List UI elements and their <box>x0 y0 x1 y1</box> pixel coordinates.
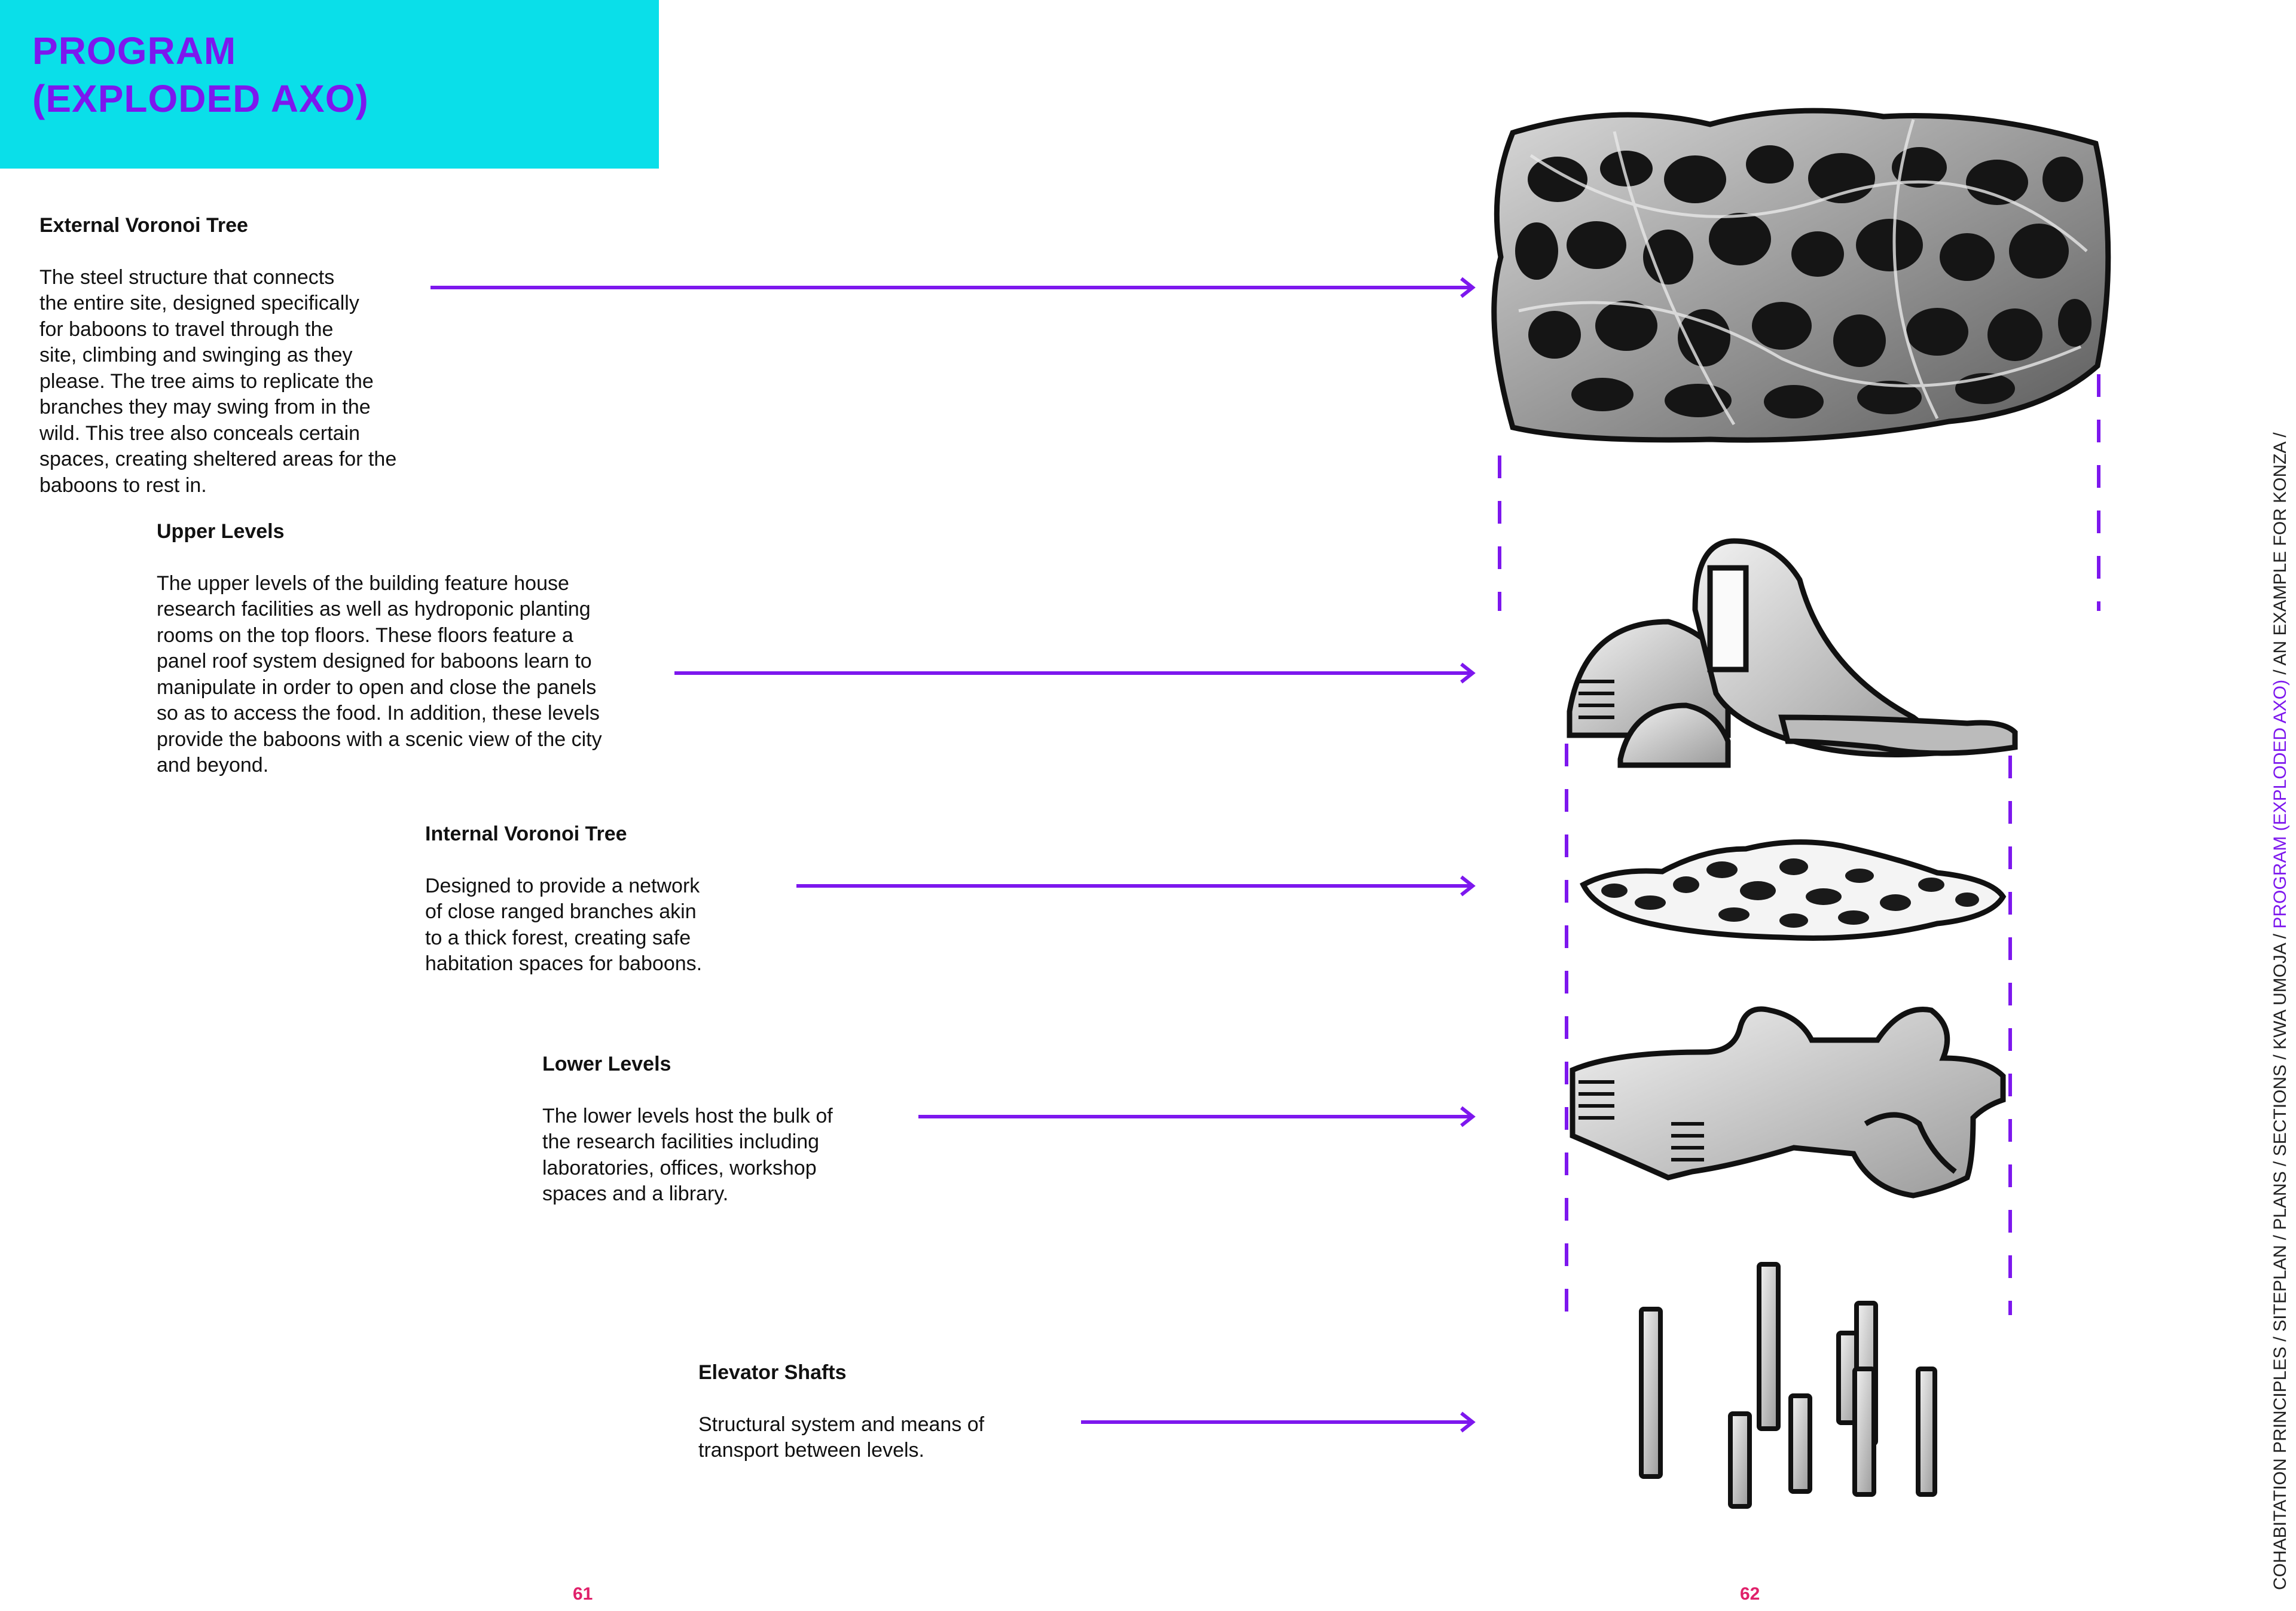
body-line: provide the baboons with a scenic view of the city <box>157 727 602 751</box>
body-line: research facilities as well as hydroponic planting <box>157 598 591 620</box>
body-line: The steel structure that connects <box>39 265 335 289</box>
body-line: rooms on the top floors. These floors feature a <box>157 623 573 647</box>
section-heading: Internal Voronoi Tree <box>425 823 627 845</box>
lower-levels-illustration <box>1573 1009 2003 1196</box>
body-line: habitation spaces for baboons. <box>425 952 703 975</box>
body-line: panel roof system designed for baboons learn to <box>157 650 592 672</box>
body-line: Structural system and means of <box>698 1413 985 1436</box>
body-line: The upper levels of the building feature house <box>157 571 569 595</box>
page-title-line-1: PROGRAM <box>32 29 237 72</box>
section-heading: Lower Levels <box>542 1053 671 1075</box>
breadcrumb <box>2270 432 2291 1590</box>
body-line: The lower levels host the bulk of <box>542 1104 833 1127</box>
external-voronoi-tree-illustration <box>1494 111 2108 440</box>
body-line: for baboons to travel through the <box>39 317 334 341</box>
body-line: spaces and a library. <box>542 1182 729 1205</box>
body-line: spaces, creating sheltered areas for the <box>39 448 397 470</box>
page-title-line-2: (EXPLODED AXO) <box>32 77 369 120</box>
elevator-shafts-illustration <box>1641 1264 1935 1506</box>
body-line: laboratories, offices, workshop <box>542 1156 817 1179</box>
body-line: to a thick forest, creating safe <box>425 926 691 949</box>
body-line: baboons to rest in. <box>39 473 207 497</box>
body-line: please. The tree aims to replicate the <box>39 369 374 393</box>
body-line: transport between levels. <box>698 1439 924 1462</box>
page-number-left: 61 <box>573 1584 593 1604</box>
internal-voronoi-tree-illustration <box>1583 842 2003 939</box>
breadcrumb-current: PROGRAM (EXPLODED AXO) <box>2270 679 2290 929</box>
body-line: of close ranged branches akin <box>425 900 697 923</box>
body-line: so as to access the food. In addition, these levels <box>157 702 600 725</box>
body-line: wild. This tree also conceals certain <box>39 421 361 445</box>
section-heading: Upper Levels <box>157 520 285 543</box>
breadcrumb-before: COHABITATION PRINCIPLES / SITEPLAN / PLANS / SECTIONS / KWA UMOJA / <box>2270 928 2290 1590</box>
body-line: the entire site, designed specifically <box>39 292 359 314</box>
body-line: and beyond. <box>157 754 269 777</box>
body-line: branches they may swing from in the <box>39 396 371 418</box>
body-line: manipulate in order to open and close the panels <box>157 675 597 699</box>
breadcrumb-after: / AN EXAMPLE FOR KONZA / <box>2270 432 2290 680</box>
section-heading: Elevator Shafts <box>698 1361 847 1384</box>
body-line: the research facilities including <box>542 1130 820 1153</box>
section-heading: External Voronoi Tree <box>39 214 248 237</box>
page-number-right: 62 <box>1740 1584 1760 1604</box>
body-line: site, climbing and swinging as they <box>39 344 353 366</box>
upper-levels-illustration <box>1570 541 2015 765</box>
body-line: Designed to provide a network <box>425 874 700 897</box>
